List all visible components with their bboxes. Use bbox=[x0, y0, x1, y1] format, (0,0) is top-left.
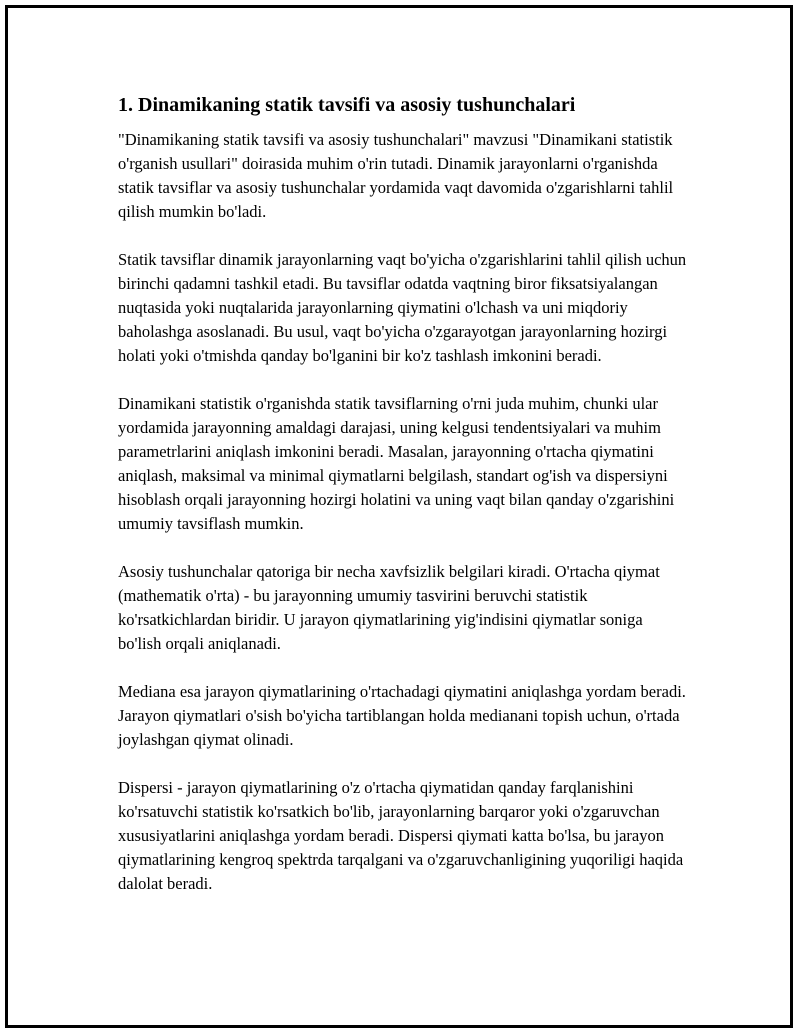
paragraph-2: Statik tavsiflar dinamik jarayonlarning vaqt bo'yicha o'zgarishlarini tahlil qilish uchun birinchi qadamni tashkil etadi. Bu tavsiflar odatda vaqtning biror fiksatsiyalangan nuqtasida yoki nuqtalarida jarayonlarning qiymatini o'lchash va uni miqdoriy baholashga asoslanadi. Bu usul, vaqt bo'yicha o'zgarayotgan jarayonlarning hozirgi holati yoki o'tmishda qanday bo'lganini bir ko'z tashlash imkonini beradi. bbox=[118, 250, 687, 365]
paragraph-6: Dispersi - jarayon qiymatlarining o'z o'rtacha qiymatidan qanday farqlanishini ko'rsatuvchi statistik ko'rsatkich bo'lib, jarayonlarning barqaror yoki o'zgaruvchan xususiyatlarini aniqlashga yordam beradi. Dispersi qiymati katta bo'lsa, bu jarayon qiymatlarining kengroq spektrda tarqalgani va o'zgaruvchanligining yuqoriligi haqida dalolat beradi. bbox=[118, 778, 684, 893]
paragraph-5: Mediana esa jarayon qiymatlarining o'rtachadagi qiymatini aniqlashga yordam beradi. Jarayon qiymatlari o'sish bo'yicha tartiblangan holda medianani topish uchun, o'rtada joylashgan qiymat olinadi. bbox=[118, 682, 686, 749]
paragraph-3: Dinamikani statistik o'rganishda statik tavsiflarning o'rni juda muhim, chunki ular yordamida jarayonning amaldagi darajasi, uning kelgusi tendentsiyalari va muhim parametrlarini aniqlash imkonini beradi. Masalan, jarayonning o'rtacha qiymatini aniqlash, maksimal va minimal qiymatlarni belgilash, standart og'ish va dispersiyni hisoblash orqali jarayonning hozirgi holatini va uning vaqt bilan qanday o'zgarishini umumiy tavsiflash mumkin. bbox=[118, 394, 675, 533]
document-body bbox=[118, 92, 688, 920]
paragraph-1: "Dinamikaning statik tavsifi va asosiy tushunchalari" mavzusi "Dinamikani statistik o'rganish usullari" doirasida muhim o'rin tutadi. Dinamik jarayonlarni o'rganishda statik tavsiflar va asosiy tushunchalar yordamida vaqt davomida o'zgarishlarni tahlil qilish mumkin bo'ladi. bbox=[118, 130, 674, 221]
paragraph-4: Asosiy tushunchalar qatoriga bir necha xavfsizlik belgilari kiradi. O'rtacha qiymat (mathematik o'rta) - bu jarayonning umumiy tasvirini beruvchi statistik ko'rsatkichlardan biridir. U jarayon qiymatlarining yig'indisini qiymatlar soniga bo'lish orqali aniqlanadi. bbox=[118, 562, 660, 653]
section-heading: 1. Dinamikaning statik tavsifi va asosiy tushunchalari bbox=[118, 94, 576, 116]
